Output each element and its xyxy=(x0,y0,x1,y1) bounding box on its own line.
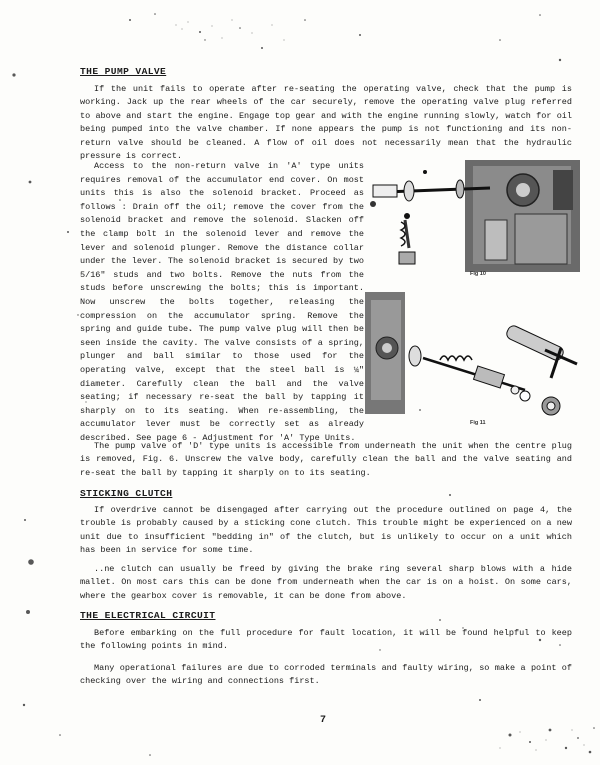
paragraph-freeing-clutch: ..ne clutch can usually be freed by giving the brake ring several sharp blows with a hide mallet. On most cars this can be done from underneath when the car is on a hoist. On some cars, where the gearbox cover is removable, it can be done from above. xyxy=(80,564,572,601)
section-heading-electrical-circuit: THE ELECTRICAL CIRCUIT xyxy=(80,610,216,621)
paragraph-d-type-pump-valve: The pump valve of 'D' type units is accessible from underneath the unit when the centre plug is removed, Fig. 6. Unscrew the valve body, carefully clean the ball and the valve seating and re-seat the ball by tapping it sharply on to its seating. xyxy=(80,441,572,478)
figure-10-caption: Fig 10 xyxy=(470,271,486,277)
paragraph-pump-valve-intro: If the unit fails to operate after re-seating the operating valve, check that the pump is working. Jack up the rear wheels of the car securely, remove the operating valve plug referred to above and start the engine. Engage top gear and with the engine running slowly, watch for oil being pumped into the valve chamber. If none appears the pump is not functioning and its non-return valve should be cleaned. A flow of oil does not necessarily mean that the hydraulic pressure is correct. xyxy=(80,84,572,162)
section-heading-sticking-clutch: STICKING CLUTCH xyxy=(80,488,173,499)
figure-11-illustration xyxy=(365,288,585,418)
paragraph-non-return-valve: Access to the non-return valve in 'A' type units requires removal of the accumulator end cover. On most units this is also the solenoid bracket. Proceed as follows : Drain off the oil; remove the cover from the solenoid bracket and remove the solenoid. Slacken off the clamp bolt in the solenoid lever and remove the lever and solenoid plunger. Remove the distance collar under the lever. The solenoid bracket is secured by two 5/16" studs and two bolts. Remove the nuts from the studs before unscrewing the bolts; this is important. Now unscrew the bolts together, releasing the compression on the accumulator spring. Remove the spring and guide tube. The pump valve plug will then be seen inside the cavity. The valve consists of a spring, plunger and ball similar to those used for the operating valve, except that the steel ball is ¼" diameter. Carefully clean the ball and the valve seating; if necessary re-seat the ball by tapping it sharply on to its seating. When re-assembling, the accumulator lever must be correctly set as already described. See page 6 - Adjustment for 'A' Type Units. xyxy=(80,161,364,443)
paragraph-fault-location: Before embarking on the full procedure for fault location, it will be found helpful to keep the following points in mind. xyxy=(80,628,572,652)
figure-11-caption: Fig 11 xyxy=(470,420,486,426)
paragraph-corroded-terminals: Many operational failures are due to corroded terminals and faulty wiring, so make a point of checking over the wiring and connections first. xyxy=(80,663,572,687)
page-number: 7 xyxy=(320,715,327,726)
paragraph-sticking-clutch-cause: If overdrive cannot be disengaged after carrying out the procedure outlined on page 4, the trouble is probably caused by a sticking cone clutch. This trouble might be experienced on a new unit due to insufficient "bedding in" of the clutch, but is unlikely to occur on a unit which has been in service for some time. xyxy=(80,505,572,556)
figure-10-illustration xyxy=(365,160,585,280)
section-heading-pump-valve: THE PUMP VALVE xyxy=(80,66,167,77)
